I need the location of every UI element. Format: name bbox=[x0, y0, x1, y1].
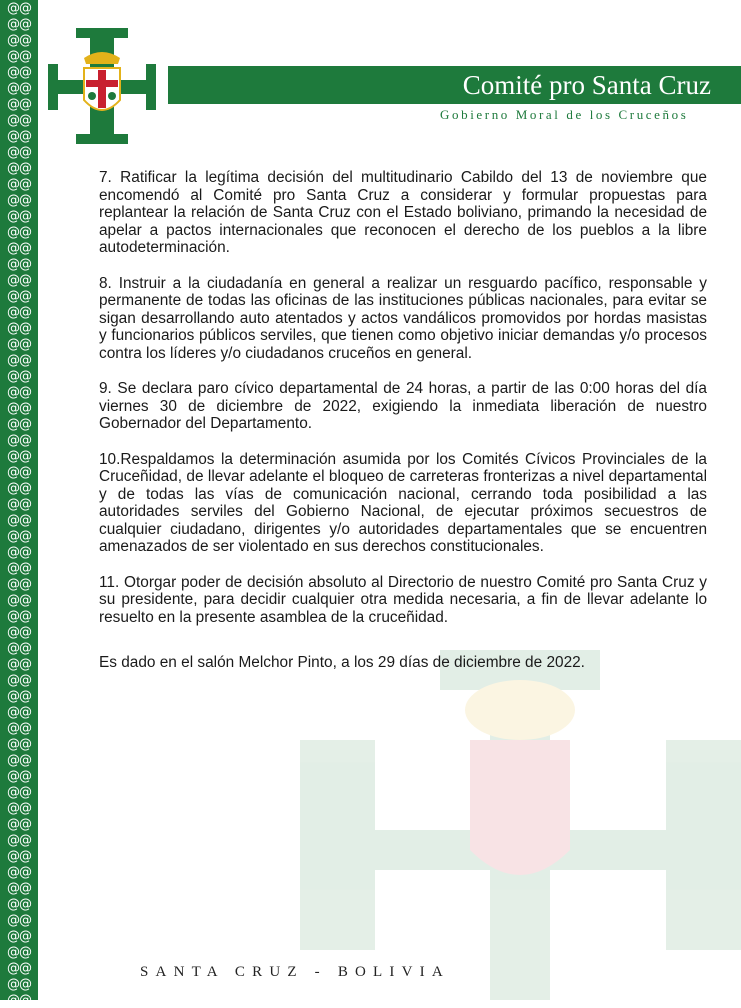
swirl-ornament-icon: @@ bbox=[7, 369, 31, 384]
swirl-ornament-icon: @@ bbox=[7, 705, 31, 720]
swirl-ornament-icon: @@ bbox=[7, 97, 31, 112]
swirl-ornament-icon: @@ bbox=[7, 769, 31, 784]
swirl-ornament-icon: @@ bbox=[7, 81, 31, 96]
header-title: Comité pro Santa Cruz bbox=[462, 70, 711, 100]
swirl-ornament-icon: @@ bbox=[7, 241, 31, 256]
swirl-ornament-icon: @@ bbox=[7, 49, 31, 64]
swirl-ornament-icon: @@ bbox=[7, 321, 31, 336]
swirl-ornament-icon: @@ bbox=[7, 273, 31, 288]
swirl-ornament-icon: @@ bbox=[7, 225, 31, 240]
paragraph-10: 10.Respaldamos la determinación asumida por los Comités Cívicos Provinciales de la Cruceñidad, de llevar adelante el bloqueo de carreteras fronterizas a nivel departamental y de todas las vías de comunicación nacional, cerrando toda posibilidad a las autoridades serviles del Gobierno Nacional, de ejecutar próximos secuestros de cualquier ciudadano, dirigentes y/o autoridades departamentales que se encuentren amenazados de ser violentado en sus derechos constitucionales. bbox=[99, 450, 707, 555]
swirl-ornament-icon: @@ bbox=[7, 641, 31, 656]
header-subtitle: Gobierno Moral de los Cruceños bbox=[440, 107, 689, 122]
swirl-ornament-icon: @@ bbox=[7, 145, 31, 160]
swirl-ornament-icon: @@ bbox=[7, 449, 31, 464]
swirl-ornament-icon: @@ bbox=[7, 545, 31, 560]
swirl-ornament-icon: @@ bbox=[7, 609, 31, 624]
paragraph-7: 7. Ratificar la legítima decisión del multitudinario Cabildo del 13 de noviembre que encomendó al Comité pro Santa Cruz a considerar y formular propuestas para replantear la relación de Santa Cruz con el Estado boliviano, primando la necesidad de apelar a pactos internacionales que reconocen el derecho de los pueblos a la libre autodeterminación. bbox=[99, 169, 707, 256]
swirl-ornament-icon: @@ bbox=[7, 721, 31, 736]
santa-cruz-cross-emblem-icon bbox=[48, 28, 156, 144]
paragraph-11: 11. Otorgar poder de decisión absoluto al Directorio de nuestro Comité pro Santa Cruz y su presidente, para decidir cualquier otra medida necesaria, a fin de llevar adelante lo resuelto en la presente asamblea de la cruceñidad. bbox=[99, 573, 707, 626]
header-bar bbox=[168, 66, 741, 104]
swirl-ornament-icon: @@ bbox=[7, 529, 31, 544]
swirl-ornament-icon: @@ bbox=[7, 433, 31, 448]
swirl-ornament-icon: @@ bbox=[7, 945, 31, 960]
decorative-swirl-border bbox=[0, 0, 38, 1008]
swirl-ornament-icon: @@ bbox=[7, 849, 31, 864]
swirl-ornament-icon: @@ bbox=[7, 113, 31, 128]
swirl-ornament-icon: @@ bbox=[7, 465, 31, 480]
swirl-ornament-icon: @@ bbox=[7, 913, 31, 928]
swirl-ornament-icon: @@ bbox=[7, 1, 31, 16]
swirl-ornament-icon: @@ bbox=[7, 353, 31, 368]
swirl-ornament-icon: @@ bbox=[7, 817, 31, 832]
swirl-ornament-icon: @@ bbox=[7, 257, 31, 272]
swirl-ornament-icon: @@ bbox=[7, 289, 31, 304]
swirl-ornament-icon: @@ bbox=[7, 897, 31, 912]
swirl-ornament-icon: @@ bbox=[7, 417, 31, 432]
swirl-ornament-icon: @@ bbox=[7, 305, 31, 320]
closing-statement: Es dado en el salón Melchor Pinto, a los 29 días de diciembre de 2022. bbox=[99, 654, 585, 671]
swirl-ornament-icon: @@ bbox=[7, 657, 31, 672]
swirl-ornament-icon: @@ bbox=[7, 753, 31, 768]
swirl-ornament-icon: @@ bbox=[7, 497, 31, 512]
swirl-ornament-icon: @@ bbox=[7, 801, 31, 816]
swirl-ornament-icon: @@ bbox=[7, 833, 31, 848]
swirl-ornament-icon: @@ bbox=[7, 961, 31, 976]
swirl-ornament-icon: @@ bbox=[7, 993, 31, 1008]
swirl-ornament-icon: @@ bbox=[7, 561, 31, 576]
swirl-ornament-icon: @@ bbox=[7, 929, 31, 944]
footer-location: SANTA CRUZ - BOLIVIA bbox=[140, 964, 450, 980]
swirl-ornament-icon: @@ bbox=[7, 785, 31, 800]
paragraph-8: 8. Instruir a la ciudadanía en general a realizar un resguardo pacífico, responsable y permanente de todas las oficinas de las instituciones públicas nacionales, para evitar se sigan desarrollando auto atentados y actos vandálicos promovidos por hordas masistas y funcionarios públicos serviles, que tienen como objetivo iniciar demandas y/o procesos contra los líderes y/o ciudadanos cruceños en general. bbox=[99, 274, 707, 362]
swirl-ornament-icon: @@ bbox=[7, 865, 31, 880]
swirl-ornament-icon: @@ bbox=[7, 129, 31, 144]
swirl-ornament-icon: @@ bbox=[7, 401, 31, 416]
document-body bbox=[99, 169, 707, 690]
swirl-ornament-icon: @@ bbox=[7, 385, 31, 400]
swirl-ornament-icon: @@ bbox=[7, 17, 31, 32]
swirl-ornament-icon: @@ bbox=[7, 977, 31, 992]
swirl-ornament-icon: @@ bbox=[7, 593, 31, 608]
swirl-ornament-icon: @@ bbox=[7, 481, 31, 496]
swirl-ornament-icon: @@ bbox=[7, 193, 31, 208]
swirl-ornament-icon: @@ bbox=[7, 33, 31, 48]
swirl-ornament-icon: @@ bbox=[7, 65, 31, 80]
swirl-ornament-icon: @@ bbox=[7, 689, 31, 704]
swirl-ornament-icon: @@ bbox=[7, 513, 31, 528]
swirl-ornament-icon: @@ bbox=[7, 881, 31, 896]
swirl-ornament-icon: @@ bbox=[7, 577, 31, 592]
swirl-ornament-icon: @@ bbox=[7, 737, 31, 752]
swirl-ornament-icon: @@ bbox=[7, 673, 31, 688]
swirl-ornament-icon: @@ bbox=[7, 209, 31, 224]
swirl-ornament-icon: @@ bbox=[7, 625, 31, 640]
swirl-ornament-icon: @@ bbox=[7, 177, 31, 192]
swirl-ornament-icon: @@ bbox=[7, 161, 31, 176]
cross-watermark-icon bbox=[300, 650, 741, 1000]
paragraph-9: 9. Se declara paro cívico departamental de 24 horas, a partir de las 0:00 horas del día viernes 30 de diciembre de 2022, exigiendo la inmediata liberación de nuestro Gobernador del Departamento. bbox=[99, 380, 707, 432]
swirl-ornament-icon: @@ bbox=[7, 337, 31, 352]
